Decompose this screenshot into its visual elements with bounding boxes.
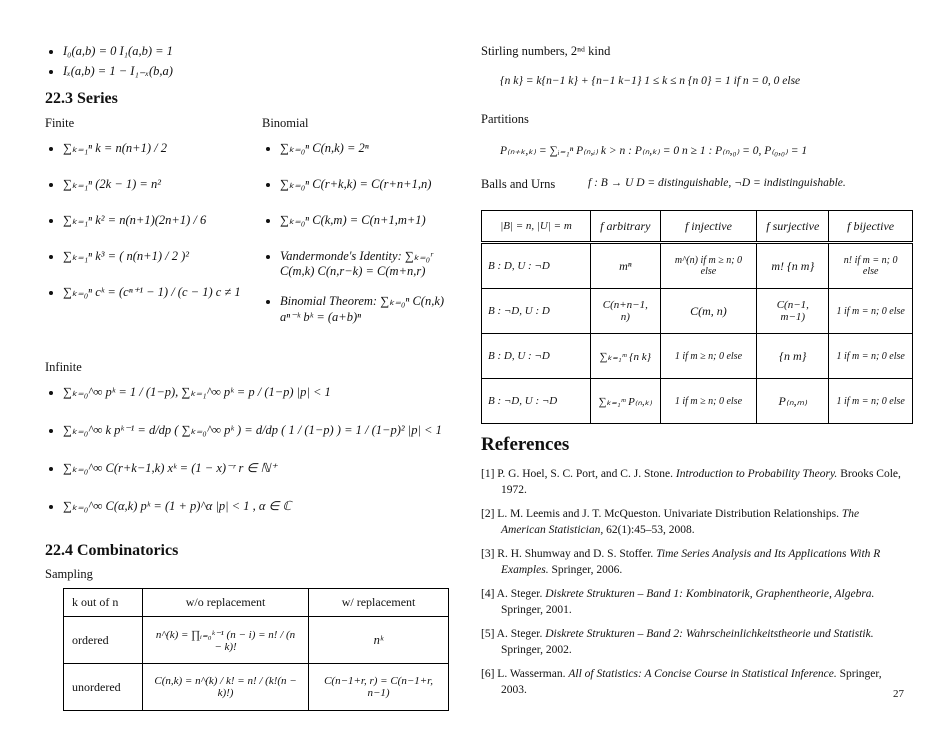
reference-number: [2] xyxy=(481,508,495,520)
reference-number: [1] xyxy=(481,468,495,480)
table-cell: 1 if m = n; 0 else xyxy=(829,289,913,334)
table-cell: B : D, U : ¬D xyxy=(482,243,591,289)
table-cell: ordered xyxy=(64,617,143,664)
top-bullet-list xyxy=(45,44,445,79)
balls-table-wrap xyxy=(481,210,913,424)
table-cell: C(n+n−1, n) xyxy=(591,289,661,334)
table-cell: B : ¬D, U : D xyxy=(482,289,591,334)
reference-item xyxy=(481,546,906,578)
table-header: f surjective xyxy=(757,211,829,243)
list-item: • ∑ₖ₌₀^∞ pᵏ = 1 / (1−p), ∑ₖ₌₁^∞ pᵏ = p / (1−p) |p| < 1 xyxy=(63,384,465,400)
table-cell: 1 if m ≥ n; 0 else xyxy=(660,379,757,424)
reference-item xyxy=(481,466,906,498)
table-cell: C(n−1+r, r) = C(n−1+r, n−1) xyxy=(309,664,449,711)
balls-definition: f : B → U D = distinguishable, ¬D = indistinguishable. xyxy=(588,177,846,189)
references-heading: References xyxy=(481,434,570,455)
reference-authors: A. Steger. xyxy=(496,588,543,600)
list-item: • ∑ₖ₌₀ⁿ C(r+k,k) = C(r+n+1,n) xyxy=(280,176,462,192)
table-header: f arbitrary xyxy=(591,211,661,243)
table-cell: C(m, n) xyxy=(660,289,757,334)
reference-pub: Brooks Cole, 1972. xyxy=(501,468,901,496)
list-item: • ∑ₖ₌₁ⁿ k³ = ( n(n+1) / 2 )² xyxy=(63,248,260,264)
table-cell: n! if m = n; 0 else xyxy=(829,243,913,289)
binomial-list xyxy=(262,140,462,333)
table-cell: mⁿ xyxy=(591,243,661,289)
balls-label: Balls and Urns xyxy=(481,177,556,191)
list-item: • ∑ₖ₌₁ⁿ (2k − 1) = n² xyxy=(63,176,260,192)
table-header: f bijective xyxy=(829,211,913,243)
reference-authors: R. H. Shumway and D. S. Stoffer. xyxy=(497,548,654,560)
table-cell: ∑ₖ₌₁ᵐ P₍ₙ,ₖ₎ xyxy=(591,379,661,424)
table-cell: n^(k) = ∏ᵢ₌₀ᵏ⁻¹ (n − i) = n! / (n − k)! xyxy=(143,617,309,664)
table-header: w/ replacement xyxy=(309,589,449,617)
list-item: • Vandermonde's Identity: ∑ₖ₌₀ʳ C(m,k) C(n,r−k) = C(m+n,r) xyxy=(280,248,462,279)
reference-item xyxy=(481,506,906,538)
section-heading-series: 22.3 Series xyxy=(45,90,118,107)
reference-number: [6] xyxy=(481,668,495,680)
reference-number: [3] xyxy=(481,548,495,560)
section-heading-combinatorics: 22.4 Combinatorics xyxy=(45,542,179,559)
reference-title: Introduction to Probability Theory. xyxy=(675,468,838,480)
reference-number: [5] xyxy=(481,628,495,640)
reference-list xyxy=(481,466,906,706)
partitions-formula: P₍ₙ₊ₖ,ₖ₎ = ∑ᵢ₌₁ⁿ P₍ₙ,ᵢ₎ k > n : P₍ₙ,ₖ₎ = 0 n ≥ 1 : P₍ₙ,₀₎ = 0, P₍₀,₀₎ = 1 xyxy=(500,145,808,157)
reference-item xyxy=(481,626,906,658)
reference-authors: L. M. Leemis and J. T. McQueston. Univariate Distribution Relationships. xyxy=(497,508,839,520)
list-item: • ∑ₖ₌₀ⁿ C(n,k) = 2ⁿ xyxy=(280,140,462,156)
list-item: • ∑ₖ₌₀^∞ C(r+k−1,k) xᵏ = (1 − x)⁻ʳ r ∈ ℕ⁺ xyxy=(63,460,465,476)
table-row xyxy=(482,379,913,424)
reference-pub: Springer, 2003. xyxy=(501,668,882,696)
table-cell: 1 if m = n; 0 else xyxy=(829,379,913,424)
reference-authors: P. G. Hoel, S. C. Port, and C. J. Stone. xyxy=(497,468,674,480)
top-bullets xyxy=(45,44,445,87)
sampling-table xyxy=(63,588,449,711)
table-header: w/o replacement xyxy=(143,589,309,617)
list-item: • ∑ₖ₌₀ⁿ cᵏ = (cⁿ⁺¹ − 1) / (c − 1) c ≠ 1 xyxy=(63,284,260,300)
reference-title: All of Statistics: A Concise Course in Statistical Inference. xyxy=(568,668,837,680)
table-cell: P₍ₙ,ₘ₎ xyxy=(757,379,829,424)
reference-title: Diskrete Strukturen – Band 2: Wahrscheinlichkeitstheorie und Statistik. xyxy=(545,628,874,640)
table-cell: unordered xyxy=(64,664,143,711)
table-header: f injective xyxy=(660,211,757,243)
table-row xyxy=(482,334,913,379)
infinite-list xyxy=(45,384,465,522)
sampling-label: Sampling xyxy=(45,567,93,581)
infinite-label: Infinite xyxy=(45,360,82,374)
list-item: • ∑ₖ₌₀^∞ k pᵏ⁻¹ = d/dp ( ∑ₖ₌₀^∞ pᵏ ) = d/dp ( 1 / (1−p) ) = 1 / (1−p)² |p| < 1 xyxy=(63,422,465,438)
reference-authors: L. Wasserman. xyxy=(497,668,566,680)
reference-title: Time Series Analysis and Its Applications With R Examples. xyxy=(501,548,881,576)
list-item: • Binomial Theorem: ∑ₖ₌₀ⁿ C(n,k) aⁿ⁻ᵏ bᵏ = (a+b)ⁿ xyxy=(280,293,462,325)
stirling-label: Stirling numbers, 2ⁿᵈ kind xyxy=(481,44,611,58)
reference-title: Diskrete Strukturen – Band 1: Kombinatorik, Graphentheorie, Algebra. xyxy=(545,588,875,600)
list-item: • ∑ₖ₌₀^∞ C(α,k) pᵏ = (1 + p)^α |p| < 1 , α ∈ ℂ xyxy=(63,498,465,514)
table-cell: 1 if m ≥ n; 0 else xyxy=(660,334,757,379)
stirling-formula: {n k} = k{n−1 k} + {n−1 k−1} 1 ≤ k ≤ n {n 0} = 1 if n = 0, 0 else xyxy=(500,75,801,87)
reference-title: The American Statistician, xyxy=(501,508,860,536)
reference-pub: Springer, 2002. xyxy=(501,644,572,656)
table-row xyxy=(482,243,913,289)
table-row xyxy=(482,289,913,334)
list-item: • Iₓ(a,b) = 1 − I₁₋ₓ(b,a) xyxy=(63,63,445,79)
balls-table xyxy=(481,210,913,424)
reference-item xyxy=(481,586,906,618)
binomial-label: Binomial xyxy=(262,116,309,130)
finite-list xyxy=(45,140,260,308)
sampling-table-wrap xyxy=(63,588,449,711)
reference-pub: 62(1):45–53, 2008. xyxy=(606,524,695,536)
table-cell: B : ¬D, U : ¬D xyxy=(482,379,591,424)
reference-authors: A. Steger. xyxy=(496,628,543,640)
reference-pub: Springer, 2001. xyxy=(501,604,572,616)
table-cell: ∑ₖ₌₁ᵐ {n k} xyxy=(591,334,661,379)
table-cell: {n m} xyxy=(757,334,829,379)
table-cell: C(n,k) = n^(k) / k! = n! / (k!(n − k)!) xyxy=(143,664,309,711)
reference-item xyxy=(481,666,906,698)
table-cell: 1 if m = n; 0 else xyxy=(829,334,913,379)
partitions-label: Partitions xyxy=(481,112,529,126)
table-cell: nᵏ xyxy=(309,617,449,664)
reference-pub: Springer, 2006. xyxy=(551,564,623,576)
reference-number: [4] xyxy=(481,588,495,600)
list-item: • ∑ₖ₌₀ⁿ C(k,m) = C(n+1,m+1) xyxy=(280,212,462,228)
table-header: k out of n xyxy=(64,589,143,617)
page-number: 27 xyxy=(893,688,904,700)
table-row xyxy=(64,617,449,664)
table-cell: m! {n m} xyxy=(757,243,829,289)
list-item: • ∑ₖ₌₁ⁿ k² = n(n+1)(2n+1) / 6 xyxy=(63,212,260,228)
table-cell: C(n−1, m−1) xyxy=(757,289,829,334)
finite-label: Finite xyxy=(45,116,75,130)
list-item: • ∑ₖ₌₁ⁿ k = n(n+1) / 2 xyxy=(63,140,260,156)
table-row xyxy=(64,664,449,711)
table-cell: m^(n) if m ≥ n; 0 else xyxy=(660,243,757,289)
table-header: |B| = n, |U| = m xyxy=(482,211,591,243)
list-item: • I₀(a,b) = 0 I₁(a,b) = 1 xyxy=(63,44,445,59)
table-cell: B : D, U : ¬D xyxy=(482,334,591,379)
